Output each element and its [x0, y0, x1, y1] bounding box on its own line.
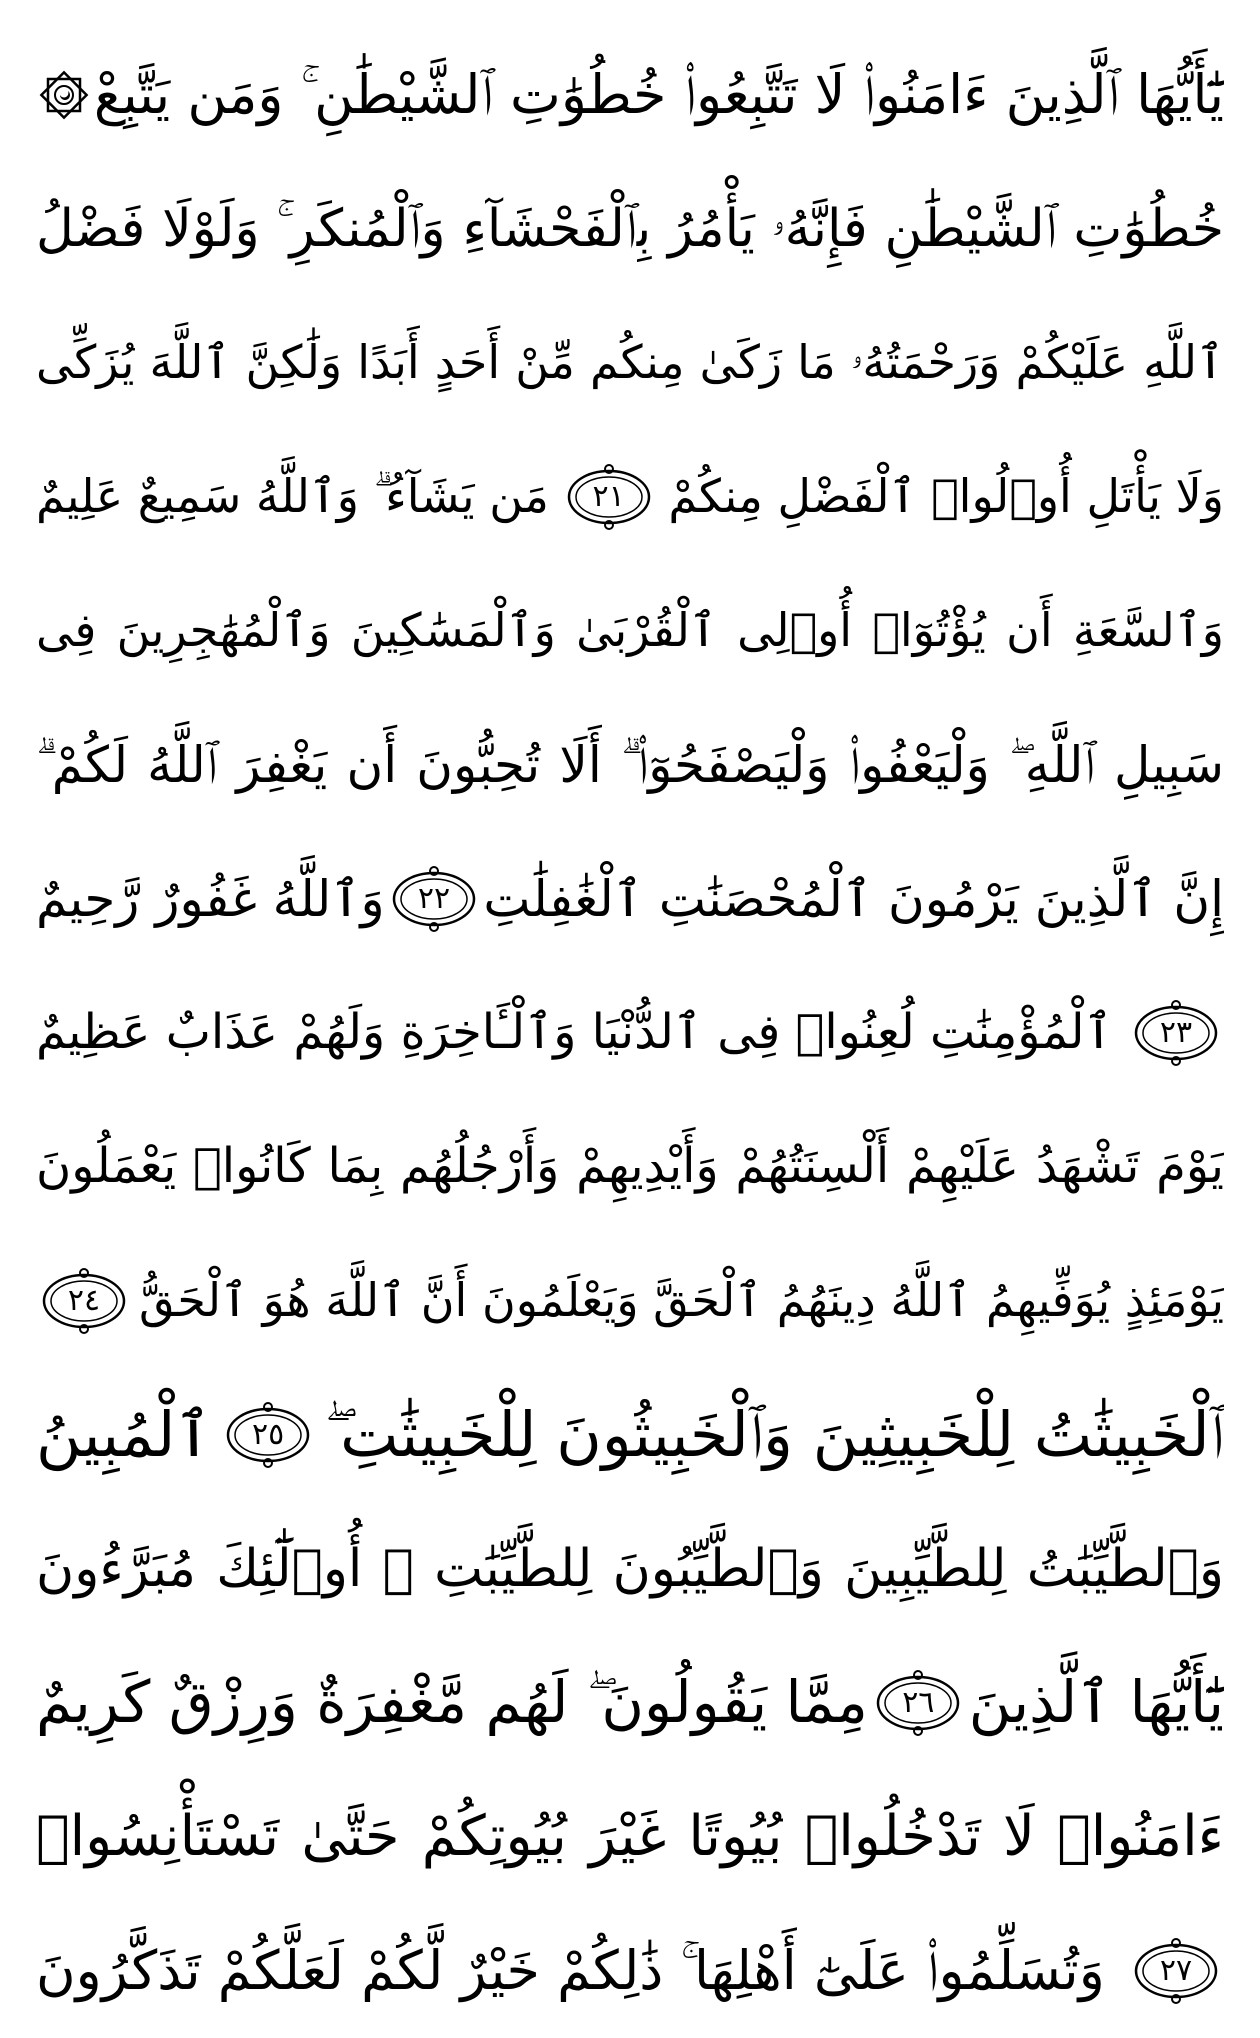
- ayah-number: ٢٧: [1159, 1953, 1193, 1988]
- ayah-number: ٢١: [592, 479, 625, 514]
- line-text: خُطُوَٰتِ ٱلشَّيْطَٰنِ فَإِنَّهُۥ يَأْمُرُ بِٱلْفَحْشَآءِ وَٱلْمُنكَرِ ۚ وَلَوْلَا فَضْلُ: [36, 198, 1224, 259]
- line-text-before-ayah: وَتُسَلِّمُوا۟ عَلَىٰٓ أَهْلِهَا ۚ ذَٰلِكُمْ خَيْرٌ لَّكُمْ لَعَلَّكُمْ تَذَكَّرُونَ: [36, 1938, 1105, 2002]
- text-line-8: [36, 966, 1224, 1100]
- line-text: يَٰٓأَيُّهَا ٱلَّذِينَ ءَامَنُوا۟ لَا تَتَّبِعُوا۟ خُطُوَٰتِ ٱلشَّيْطَٰنِ ۚ وَمَن يَتَّبِعْ: [93, 62, 1224, 126]
- ayah-end-marker: [870, 1668, 966, 1738]
- line-text-after-ayah: إِنَّ ٱلَّذِينَ يَرْمُونَ ٱلْمُحْصَنَٰتِ ٱلْغَٰفِلَٰتِ: [483, 870, 1224, 928]
- line-text-after-ayah: ٱلْخَبِيثَٰتُ لِلْخَبِيثِينَ وَٱلْخَبِيثُونَ لِلْخَبِيثَٰتِ ۖ: [324, 1397, 1224, 1471]
- ayah-number: ٢٥: [252, 1417, 285, 1452]
- line-text: ٱللَّهِ عَلَيْكُمْ وَرَحْمَتُهُۥ مَا زَكَىٰ مِنكُم مِّنْ أَحَدٍ أَبَدًا وَلَٰكِنَّ ٱللَّهَ يُزَكِّى: [36, 335, 1224, 390]
- text-line-11: [36, 1368, 1224, 1502]
- rub-el-hizb-icon: [36, 67, 92, 123]
- text-line-2: [36, 162, 1224, 296]
- text-line-9: [36, 1100, 1224, 1234]
- text-line-13: [36, 1636, 1224, 1770]
- ayah-end-marker: [386, 864, 482, 934]
- ayah-end-marker: [220, 1400, 316, 1470]
- text-line-5: [36, 564, 1224, 698]
- line-text: يَوْمَ تَشْهَدُ عَلَيْهِمْ أَلْسِنَتُهُمْ وَأَيْدِيهِمْ وَأَرْجُلُهُم بِمَا كَانُوا۟ يَعْمَلُونَ: [36, 1138, 1224, 1195]
- line-text-before-ayah: مِمَّا يَقُولُونَ ۖ لَهُم مَّغْفِرَةٌ وَرِزْقٌ كَرِيمٌ: [36, 1668, 868, 1737]
- ayah-end-marker: [561, 462, 657, 532]
- text-line-7: [36, 832, 1224, 966]
- line-text-before-ayah: مَن يَشَآءُ ۗ وَٱللَّهُ سَمِيعٌ عَلِيمٌ: [36, 469, 549, 524]
- text-line-15: [36, 1904, 1224, 2038]
- ayah-number: ٢٦: [902, 1685, 935, 1720]
- ayah-end-marker: [36, 1266, 132, 1336]
- text-line-14: [36, 1770, 1224, 1904]
- line-text-after-ayah: يَوْمَئِذٍ يُوَفِّيهِمُ ٱللَّهُ دِينَهُمُ ٱلْحَقَّ وَيَعْلَمُونَ أَنَّ ٱللَّهَ هُوَ ٱلْحَقُّ: [139, 1273, 1224, 1328]
- ayah-end-marker: [1128, 1936, 1224, 2006]
- ayah-number: ٢٣: [1159, 1015, 1193, 1050]
- text-line-10: [36, 1234, 1224, 1368]
- line-text-after-ayah: وَلَا يَأْتَلِ أُو۟لُوا۟ ٱلْفَضْلِ مِنكُمْ: [668, 469, 1224, 524]
- line-text-before-ayah: وَٱللَّهُ غَفُورٌ رَّحِيمٌ: [36, 870, 385, 928]
- line-text-before-ayah: ٱلْمُبِينُ: [36, 1397, 212, 1471]
- line-text-after-ayah: يَٰٓأَيُّهَا ٱلَّذِينَ: [968, 1668, 1224, 1737]
- line-text: وَٱلطَّيِّبَٰتُ لِلطَّيِّبِينَ وَٱلطَّيِّبُونَ لِلطَّيِّبَٰتِ ۚ أُو۟لَٰٓئِكَ مُبَرَّءُونَ: [36, 1538, 1224, 1599]
- text-line-4: [36, 430, 1224, 564]
- ayah-number: ٢٤: [67, 1283, 101, 1318]
- line-text: ءَامَنُوا۟ لَا تَدْخُلُوا۟ بُيُوتًا غَيْرَ بُيُوتِكُمْ حَتَّىٰ تَسْتَأْنِسُوا۟: [36, 1804, 1224, 1870]
- ayah-number: ٢٢: [417, 881, 451, 916]
- text-line-1: [36, 28, 1224, 162]
- text-line-3: [36, 296, 1224, 430]
- text-line-12: [36, 1502, 1224, 1636]
- line-text-before-ayah: ٱلْمُؤْمِنَٰتِ لُعِنُوا۟ فِى ٱلدُّنْيَا وَٱلْـَٔاخِرَةِ وَلَهُمْ عَذَابٌ عَظِيمٌ: [36, 1004, 1113, 1061]
- text-line-6: [36, 698, 1224, 832]
- line-text: وَٱلسَّعَةِ أَن يُؤْتُوٓا۟ أُو۟لِى ٱلْقُرْبَىٰ وَٱلْمَسَٰكِينَ وَٱلْمُهَٰجِرِينَ فِى: [36, 603, 1224, 658]
- line-text: سَبِيلِ ٱللَّهِ ۖ وَلْيَعْفُوا۟ وَلْيَصْفَحُوٓا۟ ۗ أَلَا تُحِبُّونَ أَن يَغْفِرَ ٱللَّهُ لَكُمْ ۗ: [36, 736, 1224, 794]
- ayah-end-marker: [1128, 998, 1224, 1068]
